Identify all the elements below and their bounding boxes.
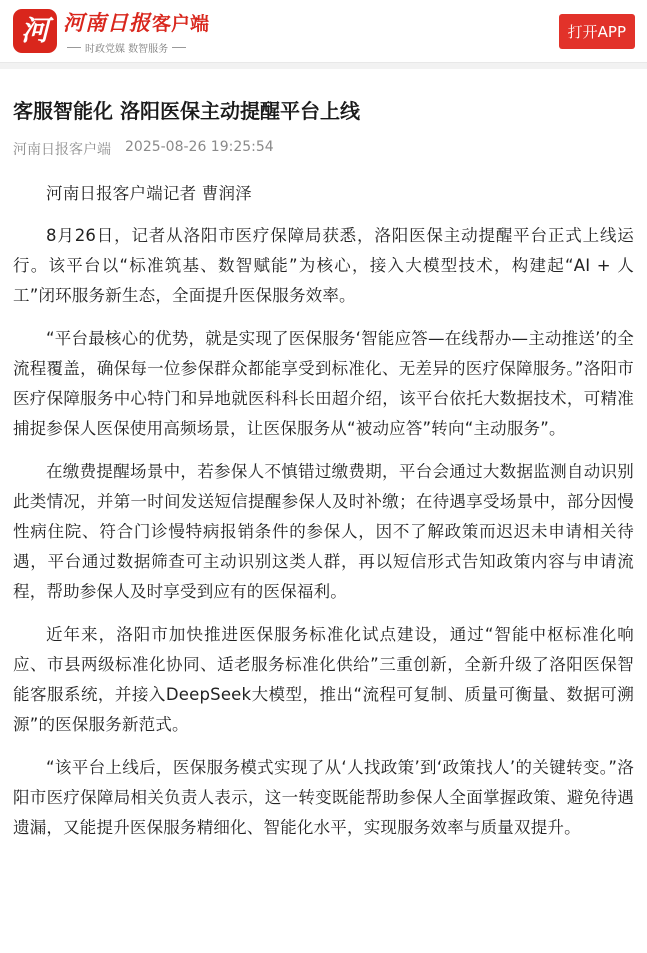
article-meta	[13, 139, 634, 159]
app-header	[0, 0, 647, 62]
article-body	[13, 179, 634, 843]
header-divider	[0, 62, 647, 69]
brand-slogan	[63, 40, 209, 55]
article-paragraph: “该平台上线后，医保服务模式实现了从‘人找政策’到‘政策找人’的关键转变。”洛阳市医疗保障局相关负责人表示，这一转变既能帮助参保人全面掌握政策、避免待遇遗漏，又能提升医保服务精细化、智能化水平，实现服务效率与质量双提升。	[13, 758, 634, 837]
article-paragraph: 8月26日，记者从洛阳市医疗保障局获悉，洛阳医保主动提醒平台正式上线运行。该平台以“标准筑基、数智赋能”为核心，接入大模型技术，构建起“AI + 人工”闭环服务新生态，全面提升医保服务效率。	[13, 226, 634, 305]
article-byline: 河南日报客户端记者 曹润泽	[46, 184, 252, 203]
brand-logo-icon	[13, 9, 57, 53]
article-paragraph: 在缴费提醒场景中，若参保人不慎错过缴费期，平台会通过大数据监测自动识别此类情况，并第一时间发送短信提醒参保人及时补缴；在待遇享受场景中，部分因慢性病住院、符合门诊慢特病报销条件的参保人，因不了解政策而迟迟未申请相关待遇，平台通过数据筛查可主动识别这类人群，再以短信形式告知政策内容与申请流程，帮助参保人及时享受到应有的医保福利。	[13, 462, 634, 601]
article-timestamp: 2025-08-26 19:25:54	[125, 139, 274, 155]
article-paragraph: 近年来，洛阳市加快推进医保服务标准化试点建设，通过“智能中枢标准化响应、市县两级标准化协同、适老服务标准化供给”三重创新，全新升级了洛阳医保智能客服系统，并接入DeepSeek大模型，推出“流程可复制、质量可衡量、数据可溯源”的医保服务新范式。	[13, 625, 634, 734]
brand-name	[63, 7, 209, 37]
article-source: 河南日报客户端	[13, 142, 111, 158]
open-app-button[interactable]: 打开APP	[559, 14, 635, 49]
article-paragraph: “平台最核心的优势，就是实现了医保服务‘智能应答—在线帮办—主动推送’的全流程覆盖，确保每一位参保群众都能享受到标准化、无差异的医疗保障服务。”洛阳市医疗保障服务中心特门和异地就医科科长田超介绍，该平台依托大数据技术，可精准捕捉参保人医保使用高频场景，让医保服务从“被动应答”转向“主动服务”。	[13, 329, 634, 438]
brand-logo-group[interactable]	[13, 7, 209, 55]
slogan-text: 时政党媒 数智服务	[85, 44, 169, 55]
brand-logo-glyph: 河	[20, 14, 49, 47]
slogan-dash-left	[67, 47, 81, 48]
article-title: 客服智能化 洛阳医保主动提醒平台上线	[13, 99, 360, 123]
article	[0, 98, 647, 843]
brand-name-main: 河南日报	[63, 10, 151, 35]
slogan-dash-right	[172, 47, 186, 48]
brand-text	[63, 7, 209, 55]
brand-name-suffix: 客户端	[152, 13, 210, 35]
